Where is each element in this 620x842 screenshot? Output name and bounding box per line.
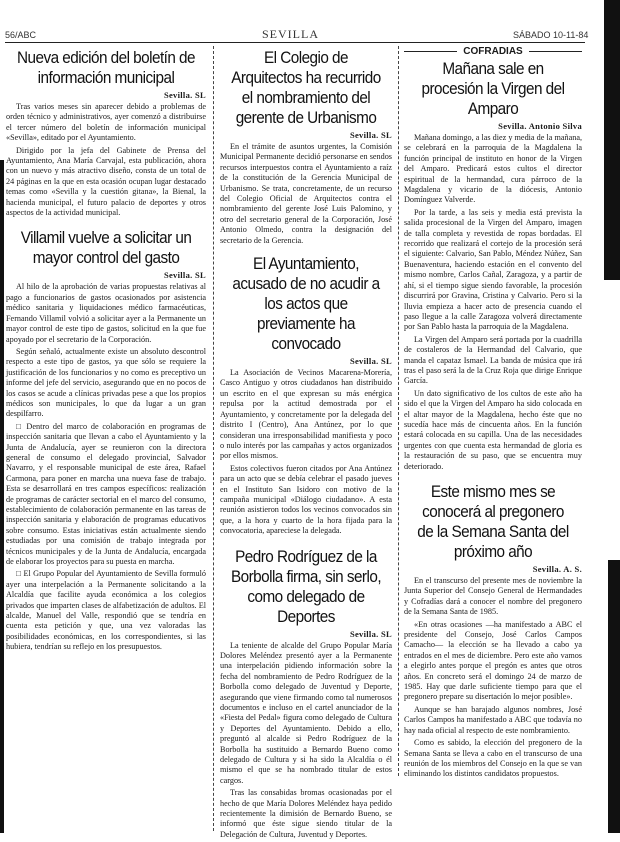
byline: Sevilla. SL [349, 628, 392, 639]
column-1 [6, 46, 206, 655]
paragraph: La Asociación de Vecinos Macarena-Morería, Casco Antiguo y otros ciudadanos han distribuido un escrito en el que expresan su más enérgica repulsa por la actitud demostrada por el Ayuntamiento, y concretamente por la delegada del distrito I (Centro), Ana Antúnez, por lo que consideran una irresponsabilidad manifiesta y poco o nulo interés por las campañas y actos organizados por ellos mismos. [220, 368, 392, 461]
paragraph: En el trámite de asuntos urgentes, la Comisión Municipal Permanente decidió personarse en sendos recursos interpuestos contra el Ayuntamiento a raíz de la constitución de la Gerencia Municipal de Urbanismo. Se trata, concretamente, de un recurso del Colegio Oficial de Arquitectos contra el nombramiento del gerente José Luis Palomino, y otro del secretario general de la Corporación, José Antonio Olmedo, contra la designación del secretario de la Gerencia. [220, 142, 392, 245]
headline: Pedro Rodríguez de la Borbolla firma, sin serlo, como delegado de Deportes [230, 546, 382, 626]
paragraph: Como es sabido, la elección del pregonero de la Semana Santa se lleva a cabo en el transcurso de una reunión de los miembros del Consejo en la que se van eliminando los distintos candidatos propuestos. [404, 738, 582, 779]
headline: Nueva edición del boletín de información municipal [17, 48, 195, 87]
paragraph: □ El Grupo Popular del Ayuntamiento de Sevilla formuló ayer una interpelación a la Permanente solicitando a la Alcaldía que facilite ayuda económica a los colegios privados que imparten clases de alfabetización de adultos. El alcalde, Manuel del Valle, respondió que se tendría en cuenta esta petición y que, una vez valoradas las posibilidades económicas, en los correspondientes, si las hubiera, tendrían su reflejo en los presupuestos. [6, 569, 206, 652]
scan-edge-right [604, 0, 620, 280]
headline: El Ayuntamiento, acusado de no acudir a los actos que previamente ha convocado [232, 254, 380, 354]
paragraph: Según señaló, actualmente existe un absoluto descontrol respecto a este tipo de gastos, ya que sólo se requiere la justificación de los funcionarios y no como es preceptivo un informe del jefe del servicio, asegurando que en no pocos de los casos se acude a clínicas privadas pese a que los propios médicos son municipales, lo que da lugar a un gran despilfarro. [6, 346, 206, 419]
scan-edge-left [0, 160, 4, 833]
paragraph: Dirigido por la jefa del Gabinete de Prensa del Ayuntamiento, Ana María Carvajal, esta publicación, ahora con un nuevo y más atractivo diseño, consta de un total de 24 páginas en la que en esta ocasión ocupan lugar destacado temas como «Sevilla y la cuestión gitana», la Bienal, la hacienda municipal, el futuro palacio de deportes y otros aspectos de la actividad municipal. [6, 145, 206, 218]
column-divider [213, 46, 214, 831]
article-arquitectos [220, 48, 392, 246]
headline: Villamil vuelve a solicitar un mayor control del gasto [20, 228, 192, 268]
paragraph: Un dato significativo de los cultos de este año ha sido el que la Virgen del Amparo ha sido colocada en el altar mayor de la Magdalena, hecho éste que no sucedía hace más de cincuenta años. En la función estará colocada en su capilla. Una de las necesidades urgentes con que cuenta esta hermandad de gloria es la restauración de su paso, que se encuentra muy deteriorado. [404, 388, 582, 471]
article-boletin [6, 48, 206, 218]
column-3 [404, 46, 582, 782]
page-number: 56/ABC [5, 30, 37, 40]
article-villamil [6, 228, 206, 652]
section-label-cofradias [404, 46, 582, 57]
section-title: SEVILLA [262, 27, 319, 41]
byline: Sevilla. SL [163, 270, 206, 281]
header-rule [5, 42, 585, 43]
paragraph: Estos colectivos fueron citados por Ana Antúnez para un acto que se debía celebrar el pasado jueves en el Instituto San Isidoro con motivo de la campaña municipal «Diálogo ciudadano». A esta reunión asistieron todos los vecinos convocados sin que, a la hora y cuarto de la hora fijada para la convocatoria, apareciese la delegada. [220, 463, 392, 536]
article-virgen-amparo [404, 59, 582, 472]
column-divider [398, 46, 399, 776]
paragraph: Tras varios meses sin aparecer debido a problemas de orden técnico y administrativos, ayer comenzó a distribuirse el tercer número del boletín de información municipal «Sevilla», editado por el Ayuntamiento. [6, 102, 206, 143]
column-2 [220, 46, 392, 842]
paragraph: Al hilo de la aprobación de varias propuestas relativas al pago a funcionarios de gastos ocasionados por asistencia médico sanitaria y liquidaciones médico farmacéuticas, Fernando Villamil volvió a solicitar ayer a la Permanente un mayor control de este tipo de gastos, solicitud en la que fue apoyado por el secretario de la Corporación. [6, 282, 206, 344]
paragraph: «En otras ocasiones —ha manifestado a ABC el presidente del Consejo, José Carlos Campos Camacho— la elección se ha llevado a cabo ya entrados en el mes de diciembre. Pero este año vamos a elegirlo antes porque el pregón es antes que otros años. En concreto será el domingo 24 de marzo de 1985. Hay que darle suficiente tiempo para que el pregonero prepare su disertación lo mejor posible». [404, 619, 582, 702]
paragraph: □ Dentro del marco de colaboración en programas de inspección sanitaria que llevan a cabo el Ayuntamiento y la Junta de Andalucía, ayer se reunieron con la directora general de consumo el delegado provincial, Salvador Navarro, y el responsable municipal de este área, Rafael Carmona, para poner en marcha una nueva fase de trabajo. Esta se desarrollará en tres campos específicos: realización de programas de carácter sectorial en el marco del consumo, establecimiento de colaboración permanente en las tareas de inspección sanitaria y elaboración de programas educativos sobre consumo. Estas iniciativas están actualmente siendo estudiadas por una comisión de trabajo integrada por técnicos municipales y de la Junta de Andalucía, encargada de elaborar los proyectos para su puesta en marcha. [6, 421, 206, 567]
paragraph: Por la tarde, a las seis y media está prevista la salida procesional de la Virgen del Amparo, imagen de talla completa y revestida de ropas bordadas. El recorrido que realizará el cortejo de la procesión será el siguiente: Calvario, San Pablo, Méndez Núñez, San Buenaventura, haciendo estación en el convento del mismo nombre, Carlos Cañal, Zaragoza, y a partir de ahí, si el tiempo sigue siendo favorable, la procesión discurrirá por Gravina, Cristina y Calvario. Pero si la lluvia empieza a hacer acto de presencia cuando el paso llegue a la calle Zaragoza volverá directamente por San Pablo hasta la parroquia de la Magdalena. [404, 207, 582, 332]
paragraph: En el transcurso del presente mes de noviembre la Junta Superior del Consejo General de Hermandades y Cofradías dará a conocer el nombre del pregonero de la Semana Santa de 1985. [404, 576, 582, 617]
headline: Este mismo mes se conocerá al pregonero de la Semana Santa del próximo año [417, 482, 569, 561]
byline: Sevilla. SL [349, 130, 392, 140]
section-label-text: COFRADIAS [463, 46, 523, 57]
byline: Sevilla. SL [349, 356, 392, 367]
paragraph: Tras las consabidas bromas ocasionadas por el hecho de que María Dolores Meléndez haya pedido recientemente la dimisión de Bernardo Bueno, se informó que éste sigue siendo titular de la Delegación de Cultura, Juventud y Deportes. [220, 788, 392, 839]
article-borbolla [220, 547, 392, 841]
article-pregonero [404, 482, 582, 780]
byline: Sevilla. Antonio Silva [498, 121, 582, 131]
paragraph: La Virgen del Amparo será portada por la cuadrilla de costaleros de la Hermandad del Calvario, que manda el capataz Ismael. La banda de música que irá tras el paso será la de la Cruz Roja que dirige Enrique García. [404, 334, 582, 386]
byline: Sevilla. SL [163, 90, 206, 100]
byline: Sevilla. A. S. [532, 564, 582, 574]
date: SÁBADO 10-11-84 [513, 30, 589, 40]
headline: El Colegio de Arquitectos ha recurrido el nombramiento del gerente de Urbanismo [231, 48, 381, 127]
paragraph: Mañana domingo, a las diez y media de la mañana, se celebrará en la parroquia de la Magdalena la función principal de instituto en honor de la Virgen del Amparo. Predicará estos cultos el director espiritual de la hermandad, cura párroco de la Magdalena y vicario de la diócesis, Antonio Domínguez Valverde. [404, 133, 582, 205]
paragraph: La teniente de alcalde del Grupo Popular María Dolores Meléndez presentó ayer a la Permanente una interpelación pidiendo información sobre la fecha del nombramiento de Pedro Rodríguez de la Borbolla como delegado de Juventud y Deporte, asegurando que viene firmando como tal numerosos documentos e incluso en el cartel anunciador de la «Fiesta del Pedal» figura como delegado de Cultura y Deportes del Ayuntamiento. Debido a ello, preguntó al alcalde si Pedro Rodríguez de la Borbolla ha sustituido a Bernardo Bueno como delegado de Cultura y si ha sido la Alcaldía o él mismo el que se ha nombrado titular de estos cargos. [220, 640, 392, 785]
paragraph: Aunque se han barajado algunos nombres, José Carlos Campos ha manifestado a ABC que todavía no hay nada oficial al respecto de este nombramiento. [404, 704, 582, 735]
headline: Mañana sale en procesión la Virgen del Amparo [421, 59, 565, 118]
article-ayuntamiento [220, 254, 392, 537]
scan-edge-right-lower [608, 560, 620, 833]
